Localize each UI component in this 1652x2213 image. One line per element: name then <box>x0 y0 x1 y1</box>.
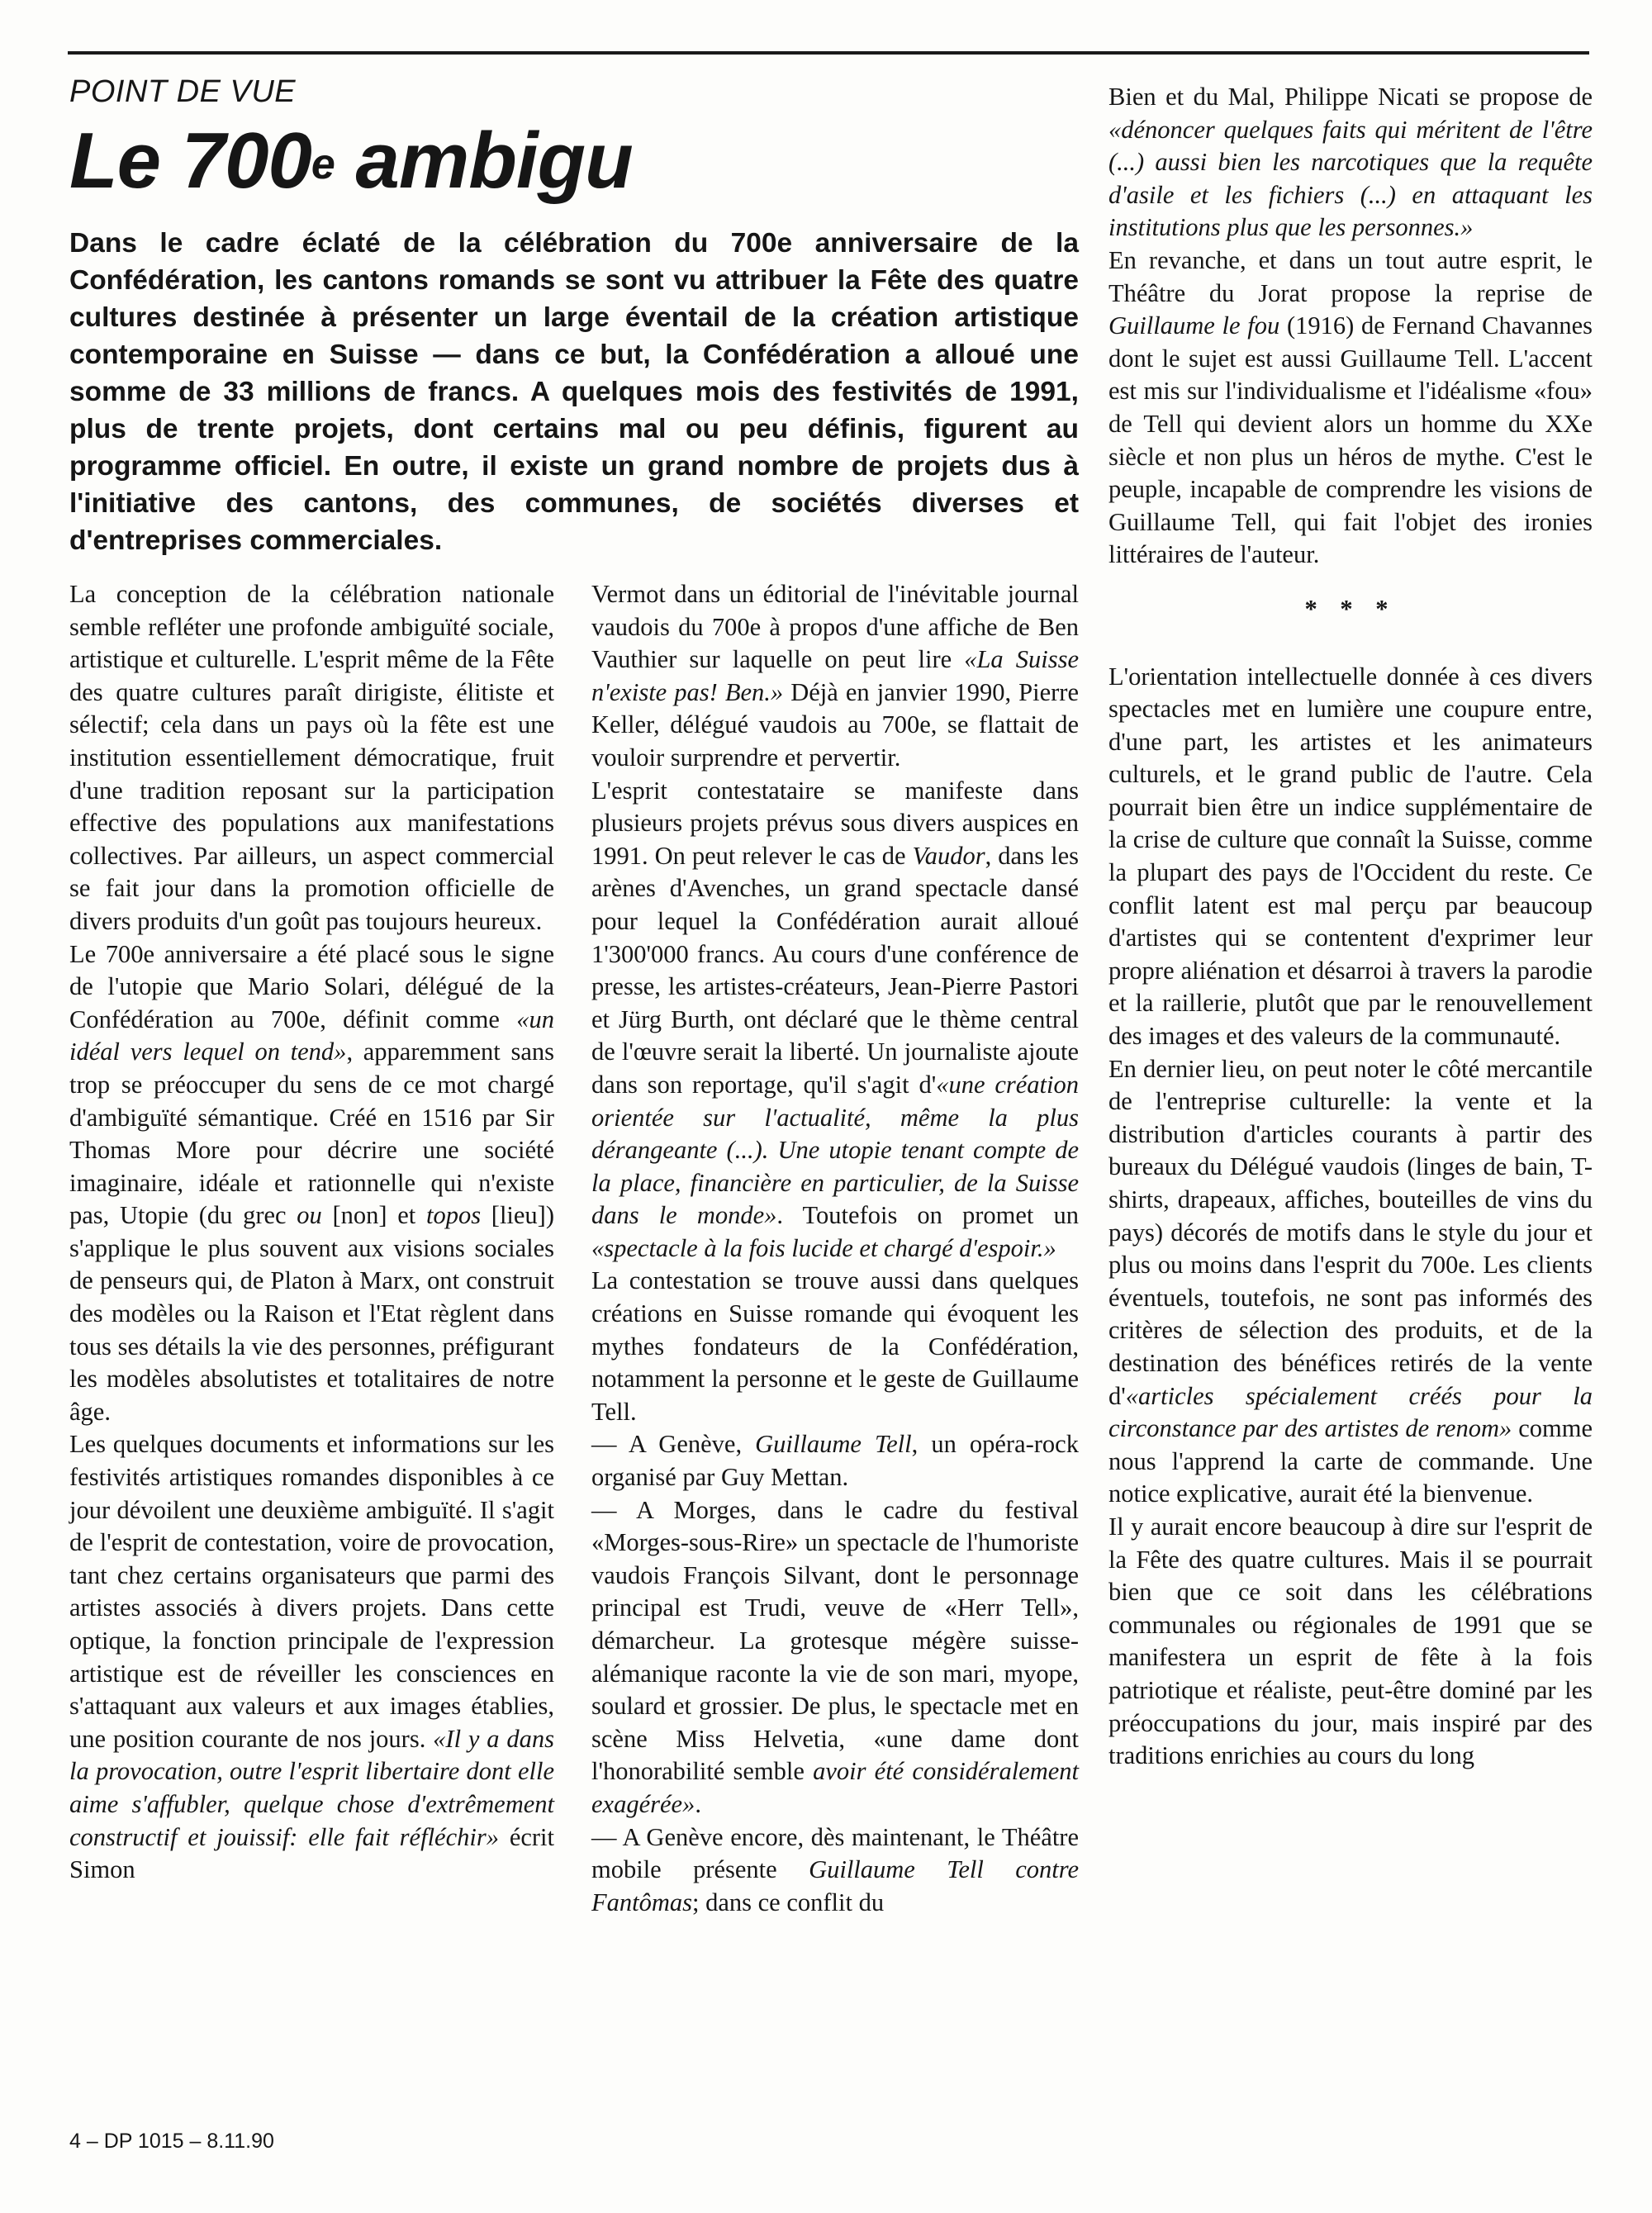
column-2 <box>591 578 1079 1919</box>
top-rule <box>68 51 1589 55</box>
col1-paragraph-3: Les quelques documents et informations sur les festivités artistiques romandes disponibles à ce jour dévoilent une deuxième ambiguïté. Il s'agit de l'esprit de contestation, voire de provocation, tant chez certains organisateurs que parmi des artistes associés à divers projets. Dans cette optique, la fonction principale de l'expression artistique est de réveiller les consciences en s'attaquant aux valeurs et aux images établies, une position courante de nos jours. «Il y a dans la provocation, outre l'esprit libertaire dont elle aime s'affubler, quelque chose d'extrêmement constructif et jouissif: elle fait réfléchir» écrit Simon <box>69 1430 554 1884</box>
col3-paragraph-1: Bien et du Mal, Philippe Nicati se propose de «dénoncer quelques faits qui méritent de l'être (...) aussi bien les narcotiques que la requête d'asile et les fichiers (...) en attaquant les institutions plus que les personnes.» <box>1108 83 1593 242</box>
col2-paragraph-6: — A Genève encore, dès maintenant, le Théâtre mobile présente Guillaume Tell contre Fantômas; dans ce conflit du <box>591 1822 1079 1916</box>
kicker: POINT DE VUE <box>69 74 297 109</box>
title-main: Le 700 <box>69 116 311 205</box>
col2-paragraph-1: Vermot dans un éditorial de l'inévitable journal vaudois du 700e à propos d'une affiche de Ben Vauthier sur laquelle on peut lire «La Suisse n'existe pas! Ben.» Déjà en janvier 1990, Pierre Keller, délégué vaudois au 700e, se flattait de vouloir surprendre et pervertir. <box>591 580 1079 772</box>
col3-paragraph-2: En revanche, et dans un tout autre esprit, le Théâtre du Jorat propose la reprise de Guillaume le fou (1916) de Fernand Chavannes dont le sujet est aussi Guillaume Tell. L'accent est mis sur l'individualisme et l'idéalisme «fou» de Tell qui devient alors un homme du XXe siècle et non plus un héros de mythe. C'est le peuple, incapable de comprendre les visions de Guillaume Tell, qui fait l'objet des ironies littéraires de l'auteur. <box>1108 245 1593 569</box>
page-footer: 4 – DP 1015 – 8.11.90 <box>69 2130 274 2153</box>
column-3 <box>1108 81 1593 1773</box>
col1-paragraph-2: Le 700e anniversaire a été placé sous le signe de l'utopie que Mario Solari, délégué de la Confédération au 700e, définit comme «un idéal vers lequel on tend», apparemment sans trop se préoccuper du sens de ce mot chargé d'ambiguïté sémantique. Créé en 1516 par Sir Thomas More pour décrire une société imaginaire, idéale et rationnelle qui n'existe pas, Utopie (du grec ou [non] et topos [lieu]) s'applique le plus souvent aux visions sociales de penseurs qui, de Platon à Marx, ont construit des modèles ou la Raison et l'Etat règlent dans tous ses détails la vie des personnes, préfigurant les modèles absolutistes et totalitaires de notre âge. <box>69 939 554 1426</box>
title-sup: e <box>311 140 335 188</box>
col2-paragraph-4: — A Genève, Guillaume Tell, un opéra-rock organisé par Guy Mettan. <box>591 1430 1079 1492</box>
col3-paragraph-4: En dernier lieu, on peut noter le côté mercantile de l'entreprise culturelle: la vente et la distribution d'articles courants à partir des bureaux du Délégué vaudois (linges de bain, T-shirts, drapeaux, affiches, bouteilles de vins du pays) décorés de motifs dans le style du jour et plus ou moins dans l'esprit du 700e. Les clients éventuels, toutefois, ne sont pas informés des critères de sélection des produits, et de la destination des bénéfices retirés de la vente d'«articles spécialement créés pour la circonstance par des artistes de renom» comme nous l'apprend la carte de commande. Une notice explicative, aurait été la bienvenue. <box>1108 1054 1593 1508</box>
col2-paragraph-5: — A Morges, dans le cadre du festival «Morges-sous-Rire» un spectacle de l'humoriste vaudois François Silvant, dont le personnage principal est Trudi, veuve de «Herr Tell», démarcheur. La grotesque mégère suisse-alémanique raconte la vie de son mari, myope, soulard et grossier. De plus, le spectacle met en scène Miss Helvetia, «une dame dont l'honorabilité semble avoir été considéralement exagérée». <box>591 1495 1079 1818</box>
section-separator: * * * <box>1304 594 1397 623</box>
col3-paragraph-3: L'orientation intellectuelle donnée à ces divers spectacles met en lumière une coupure entre, d'une part, les artistes et les animateurs culturels, et le grand public de l'autre. Cela pourrait bien être un indice supplémentaire de la crise de culture que connaît la Suisse, comme la plupart des pays de l'Occident du reste. Ce conflit latent est mal perçu par beaucoup d'artistes qui se contentent d'exprimer leur propre aliénation et désarroi à travers la parodie et la raillerie, plutôt que par le renouvellement des images et des valeurs de la communauté. <box>1108 662 1593 1051</box>
col2-paragraph-3: La contestation se trouve aussi dans quelques créations en Suisse romande qui évoquent les mythes fondateurs de la Confédération, notamment la personne et le geste de Guillaume Tell. <box>591 1266 1079 1426</box>
column-1 <box>69 578 554 1887</box>
col2-paragraph-2: L'esprit contestataire se manifeste dans plusieurs projets prévus sous divers auspices en 1991. On peut relever le cas de Vaudor, dans les arènes d'Avenches, un grand spectacle dansé pour lequel la Confédération aurait alloué 1'300'000 francs. Au cours d'une conférence de presse, les artistes-créateurs, Jean-Pierre Pastori et Jürg Burth, ont déclaré que le thème central de l'œuvre serait la liberté. Un journaliste ajoute dans son reportage, qu'il s'agit d'«une création orientée sur l'actualité, même la plus dérangeante (...). Une utopie tenant compte de la place, financière en particulier, de la Suisse dans le monde». Toutefois on promet un «spectacle à la fois lucide et chargé d'espoir.» <box>591 776 1080 1262</box>
title-rest: ambigu <box>334 116 633 205</box>
article-title <box>69 116 633 207</box>
col1-paragraph-1: La conception de la célébration nationale semble refléter une profonde ambiguïté sociale, artistique et culturelle. L'esprit même de la Fête des quatre cultures paraît dirigiste, élitiste et sélectif; cela dans un pays où la fête est une institution essentiellement démocratique, fruit d'une tradition reposant sur la participation effective des populations aux manifestations collectives. Par ailleurs, un aspect commercial se fait jour dans la promotion officielle de divers produits d'un goût pas toujours heureux. <box>69 580 554 935</box>
lead-paragraph: Dans le cadre éclaté de la célébration du 700e anniversaire de la Confédération, les cantons romands se sont vu attribuer la Fête des quatre cultures destinée à présenter un large éventail de la création artistique contemporaine en Suisse — dans ce but, la Confédération a alloué une somme de 33 millions de francs. A quelques mois des festivités de 1991, plus de trente projets, dont certains mal ou peu définis, figurent au programme officiel. En outre, il existe un grand nombre de projets dus à l'initiative des cantons, des communes, de sociétés diverses et d'entreprises commerciales. <box>69 228 1079 556</box>
col3-paragraph-5: Il y aurait encore beaucoup à dire sur l'esprit de la Fête des quatre cultures. Mais il se pourrait bien que ce soit dans les célébrations communales ou régionales de 1991 que se manifestera un esprit de fête à la fois patriotique et réaliste, peut-être dominé par les préoccupations du jour, mais inspiré par des traditions enrichies au cours du long <box>1108 1512 1593 1770</box>
